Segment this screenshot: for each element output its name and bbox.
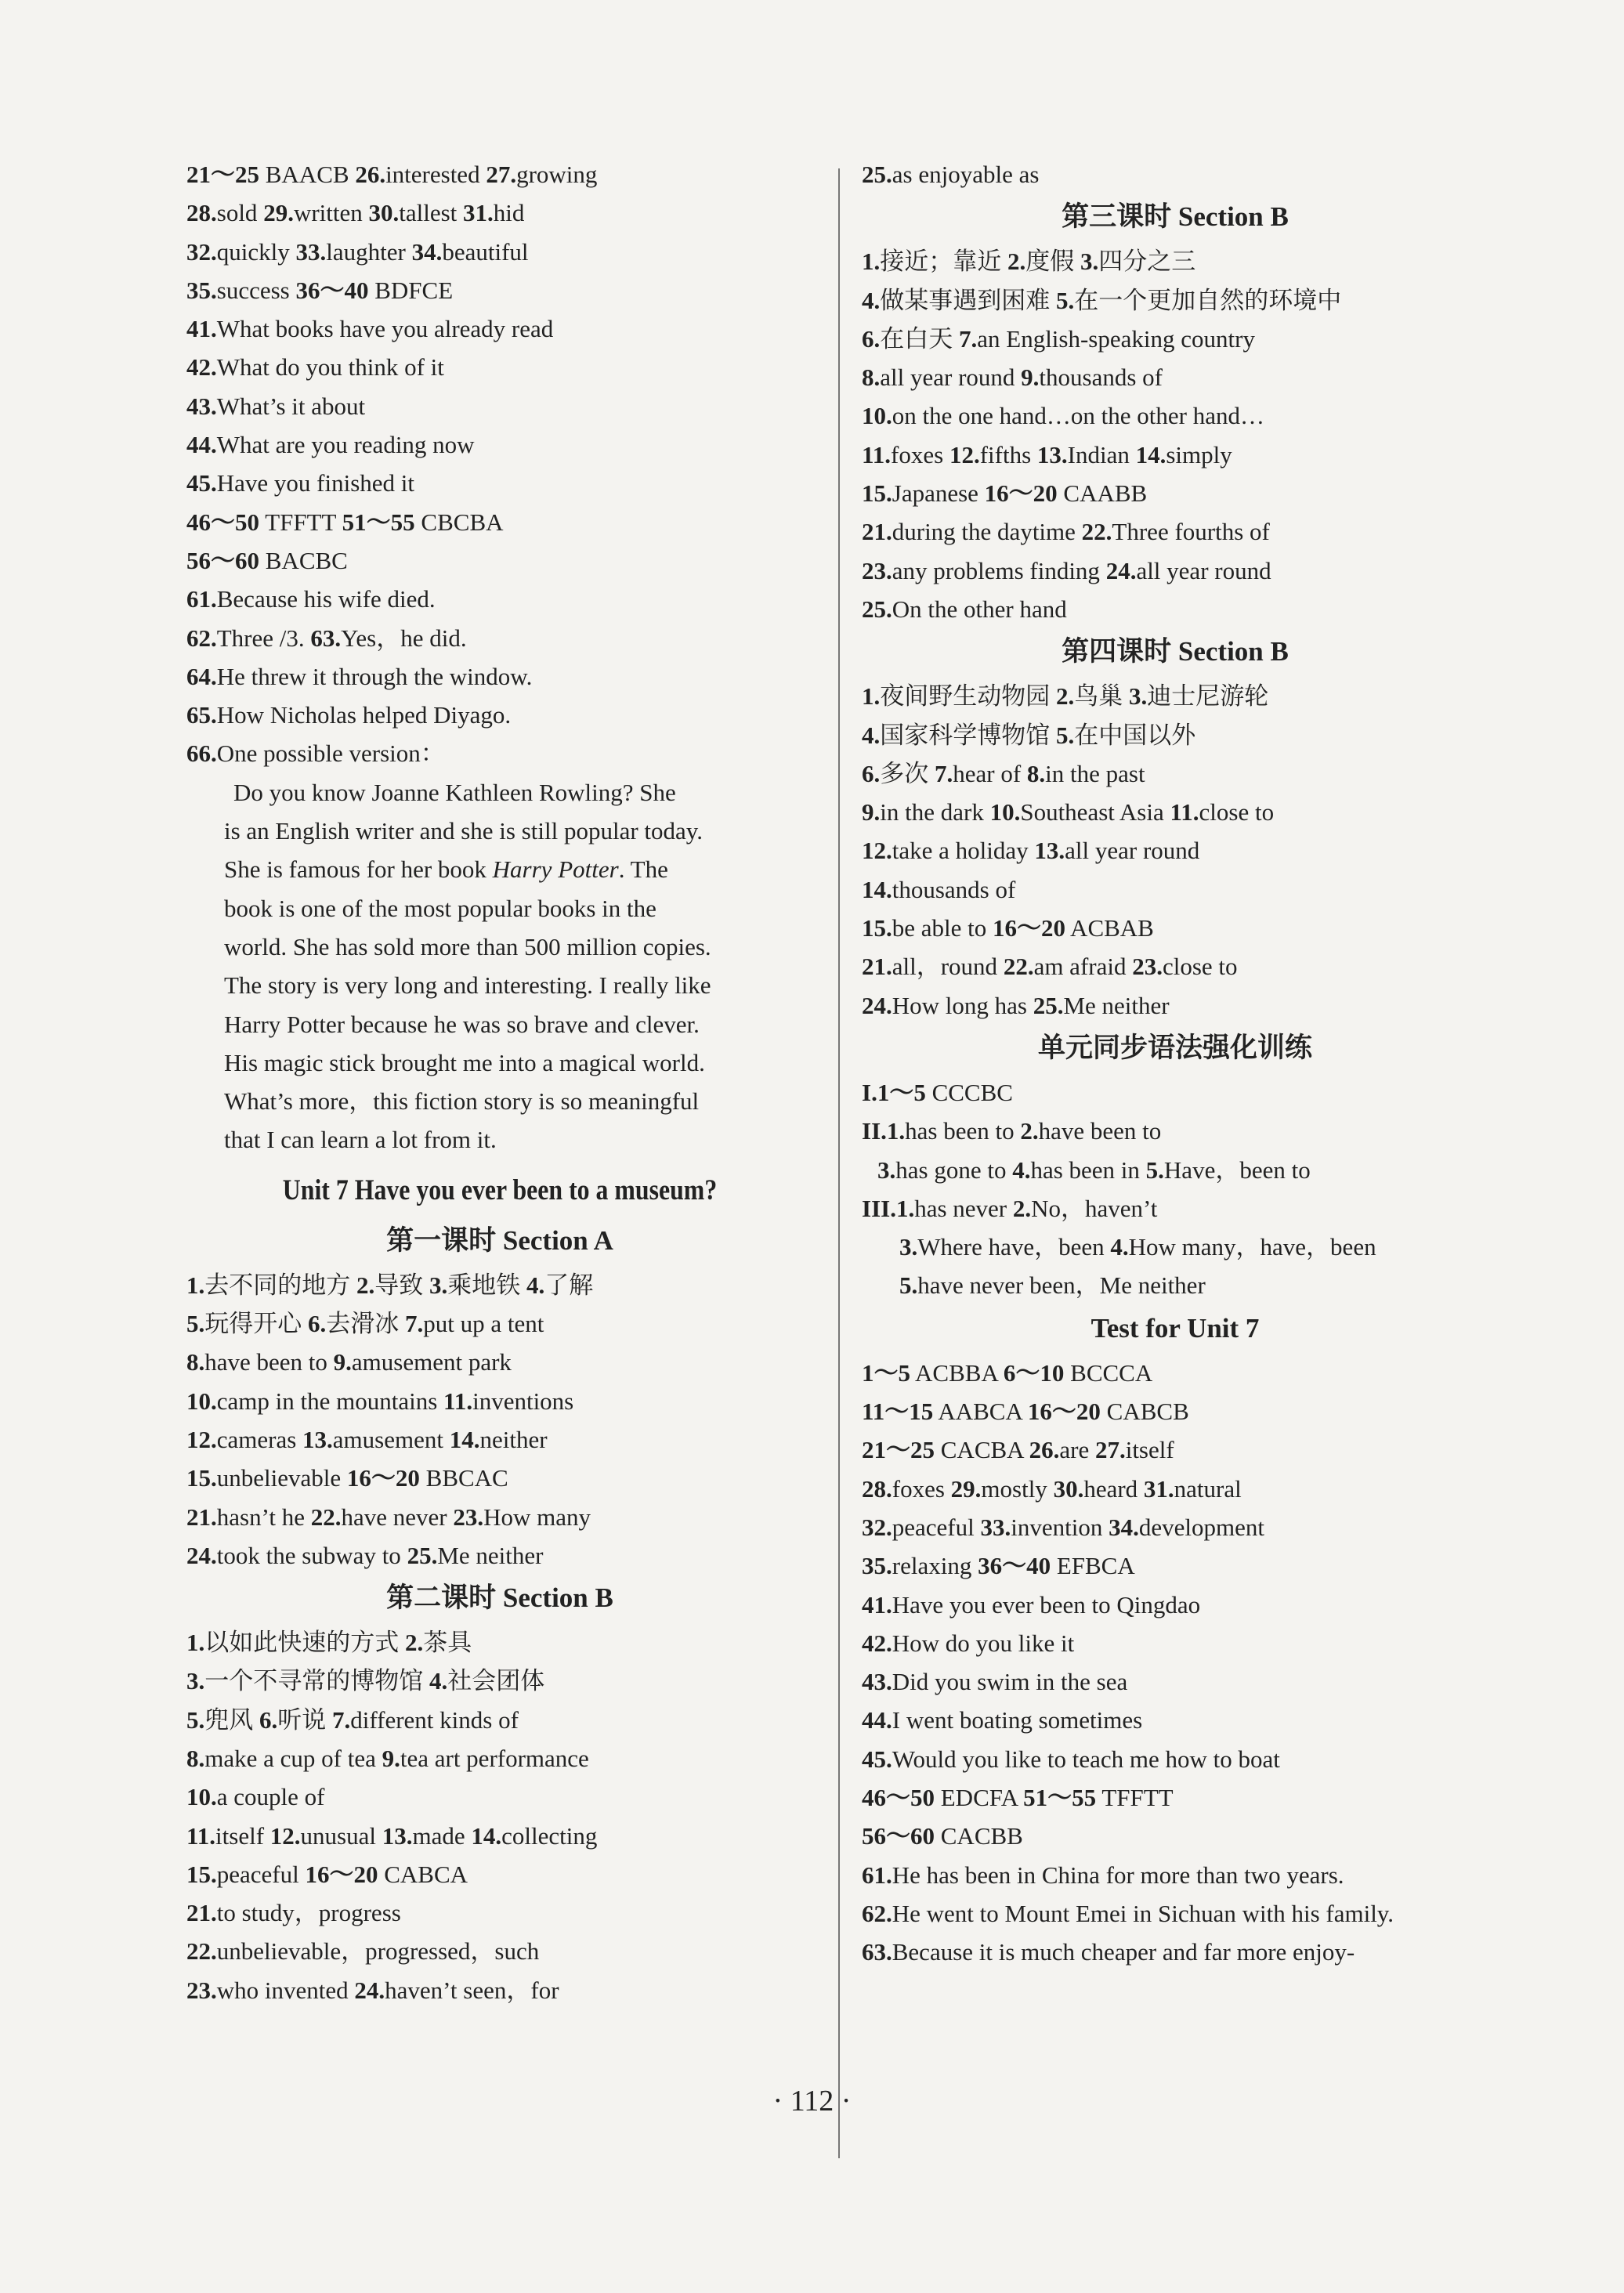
page-number: · 112 · (772, 2085, 852, 2118)
answer-line: 61.He has been in China for more than two years. (862, 1861, 1344, 1889)
answer-line: I.1～5 CCCBC (862, 1078, 1013, 1106)
answer-line: 15.peaceful 16～20 CABCA (186, 1860, 468, 1888)
section-title: 第二课时 Section B (386, 1582, 613, 1614)
answer-line: 8.make a cup of tea 9.tea art performance (186, 1744, 589, 1772)
answer-line: 43.Did you swim in the sea (862, 1668, 1128, 1696)
answer-line: 11.itself 12.unusual 13.made 14.collecting (186, 1821, 598, 1850)
essay-text: . The (618, 855, 668, 884)
answer-line: 3.一个不寻常的博物馆 4.社会团体 (186, 1667, 545, 1695)
essay-line (186, 850, 813, 888)
section1-answers (186, 1266, 813, 1575)
answer-line: 15.Japanese 16～20 CAABB (862, 479, 1148, 508)
answer-line: 12.cameras 13.amusement 14.neither (186, 1425, 548, 1453)
answer-line: 3.Where have，been 4.How many，have，been (899, 1233, 1376, 1261)
answer-line: 24.took the subway to 25.Me neither (186, 1541, 544, 1569)
section2-answers (186, 1623, 813, 2009)
answer-line: 8.all year round 9.thousands of (862, 363, 1163, 392)
answer-line: 22.unbelievable，progressed，such (186, 1937, 540, 1966)
answer-line: 41.What books have you already read (186, 315, 554, 343)
answer-line: 6.多次 7.hear of 8.in the past (862, 759, 1145, 787)
answer-line: 15.be able to 16～20 ACBAB (862, 914, 1154, 942)
answer-line: 21.during the daytime 22.Three fourths of (862, 518, 1270, 546)
answer-line: 35.relaxing 36～40 EFBCA (862, 1552, 1135, 1580)
answer-line: III.1.has never 2.No，haven’t (862, 1194, 1158, 1222)
test-title: Test for Unit 7 (1091, 1312, 1260, 1344)
essay-line: The story is very long and interesting. I really like (224, 971, 711, 1000)
answer-line: 63.Because it is much cheaper and far more enjoy- (862, 1938, 1355, 1966)
answer-line: 14.thousands of (862, 875, 1016, 903)
answer-line: 6.在白天 7.an English-speaking country (862, 324, 1255, 353)
answer-line: 56～60 BACBC (186, 546, 348, 574)
answer-line: 25.as enjoyable as (862, 161, 1040, 188)
essay-line: His magic stick brought me into a magical world. (224, 1048, 705, 1076)
answer-line: 1.接近；靠近 2.度假 3.四分之三 (862, 248, 1196, 276)
answer-line: 4.做某事遇到困难 5.在一个更加自然的环境中 (862, 286, 1342, 314)
test-answers (862, 1354, 1488, 1972)
essay-line: book is one of the most popular books in the (224, 894, 656, 922)
answer-line: 3.has gone to 4.has been in 5.Have，been to (877, 1156, 1311, 1184)
answer-line: 32.peaceful 33.invention 34.development (862, 1513, 1264, 1541)
answer-line: 15.unbelievable 16～20 BBCAC (186, 1464, 508, 1492)
answer-line: 10.on the one hand…on the other hand… (862, 402, 1264, 430)
section-title: 第四课时 Section B (1062, 636, 1289, 667)
answer-line: 62.He went to Mount Emei in Sichuan with his family. (862, 1899, 1394, 1927)
answer-line: 28.foxes 29.mostly 30.heard 31.natural (862, 1474, 1242, 1503)
answer-line: 5.have never been，Me neither (899, 1271, 1206, 1300)
section-title: 第一课时 Section A (386, 1224, 613, 1256)
answer-line: 21～25 CACBA 26.are 27.itself (862, 1436, 1174, 1464)
answer-line: 4.国家科学博物馆 5.在中国以外 (862, 721, 1196, 749)
book-title: Harry Potter (492, 855, 619, 884)
answer-line: 5.兜风 6.听说 7.different kinds of (186, 1705, 519, 1734)
answer-line: 21.to study，progress (186, 1899, 401, 1927)
answer-line: 10.a couple of (186, 1783, 325, 1811)
answer-line: 56～60 CACBB (862, 1822, 1023, 1850)
answer-line: 42.What do you think of it (186, 353, 444, 382)
answer-line: 1.去不同的地方 2.导致 3.乘地铁 4.了解 (186, 1271, 594, 1299)
essay-line: Do you know Joanne Kathleen Rowling? She (233, 778, 676, 806)
answer-line: 21.all，round 22.am afraid 23.close to (862, 953, 1238, 981)
grammar-title: 单元同步语法强化训练 (1037, 1032, 1312, 1063)
answer-line: 1～5 ACBBA 6～10 BCCCA (862, 1358, 1153, 1387)
left-column (186, 155, 813, 2009)
answer-line: 44.What are you reading now (186, 431, 475, 459)
answer-line: 21～25 BAACB 26.interested 27.growing (186, 161, 598, 188)
answer-line: 62.Three /3. 63.Yes，he did. (186, 624, 467, 652)
answer-line: 32.quickly 33.laughter 34.beautiful (186, 237, 529, 266)
answer-line: 12.take a holiday 13.all year round (862, 837, 1200, 865)
answer-line: 24.How long has 25.Me neither (862, 991, 1170, 1019)
section3-answers (862, 242, 1488, 628)
essay (186, 773, 813, 1159)
essay-line: Harry Potter because he was so brave and clever. (224, 1010, 700, 1038)
answer-line: 1.夜间野生动物园 2.鸟巢 3.迪士尼游轮 (862, 682, 1269, 711)
answer-line: 64.He threw it through the window. (186, 662, 533, 690)
answer-line: 5.玩得开心 6.去滑冰 7.put up a tent (186, 1310, 544, 1338)
column-divider (838, 168, 840, 2158)
answer-line: 9.in the dark 10.Southeast Asia 11.close to (862, 798, 1275, 826)
section4-answers (862, 677, 1488, 1025)
essay-line: What’s more，this fiction story is so meaningful (224, 1087, 700, 1116)
answer-line: 11.foxes 12.fifths 13.Indian 14.simply (862, 440, 1232, 468)
essay-line: that I can learn a lot from it. (224, 1126, 497, 1154)
section-title: 第三课时 Section B (1062, 201, 1289, 233)
answer-line: II.1.has been to 2.have been to (862, 1117, 1162, 1145)
answer-line: 42.How do you like it (862, 1629, 1075, 1657)
essay-line: world. She has sold more than 500 million copies. (224, 932, 711, 960)
answer-line: 28.sold 29.written 30.tallest 31.hid (186, 199, 525, 227)
right-column (862, 155, 1488, 1971)
grammar-answers (862, 1073, 1488, 1305)
essay-text: She is famous for her book (224, 855, 486, 884)
answer-line: 41.Have you ever been to Qingdao (862, 1590, 1201, 1618)
answer-line: 23.any problems finding 24.all year round (862, 556, 1271, 584)
page-number-value: 112 (790, 2085, 834, 2118)
answer-line: 45.Have you finished it (186, 469, 415, 497)
answer-line: 23.who invented 24.haven’t seen，for (186, 1976, 559, 2004)
answer-line: 61.Because his wife died. (186, 585, 436, 613)
answer-line: 10.camp in the mountains 11.inventions (186, 1387, 574, 1415)
answer-line: 1.以如此快速的方式 2.茶具 (186, 1629, 472, 1657)
answer-line: 35.success 36～40 BDFCE (186, 276, 454, 304)
answer-line: 25.On the other hand (862, 595, 1067, 623)
answer-line: 45.Would you like to teach me how to boat (862, 1745, 1280, 1773)
essay-line: is an English writer and she is still popular today. (224, 817, 703, 845)
answer-line: 43.What’s it about (186, 392, 366, 420)
answer-line: 65.How Nicholas helped Diyago. (186, 701, 512, 729)
answer-line: 44.I went boating sometimes (862, 1706, 1143, 1734)
answer-line: 21.hasn’t he 22.have never 23.How many (186, 1503, 591, 1531)
answers-block-1 (186, 155, 813, 773)
answer-line: 66.One possible version： (186, 740, 445, 768)
answer-line: 8.have been to 9.amusement park (186, 1348, 512, 1376)
unit-title: Unit 7 Have you ever been to a museum? (282, 1174, 718, 1206)
answer-line: 46～50 TFFTT 51～55 CBCBA (186, 508, 504, 536)
answer-line: 46～50 EDCFA 51～55 TFFTT (862, 1783, 1174, 1811)
answer-line: 11～15 AABCA 16～20 CABCB (862, 1398, 1189, 1426)
